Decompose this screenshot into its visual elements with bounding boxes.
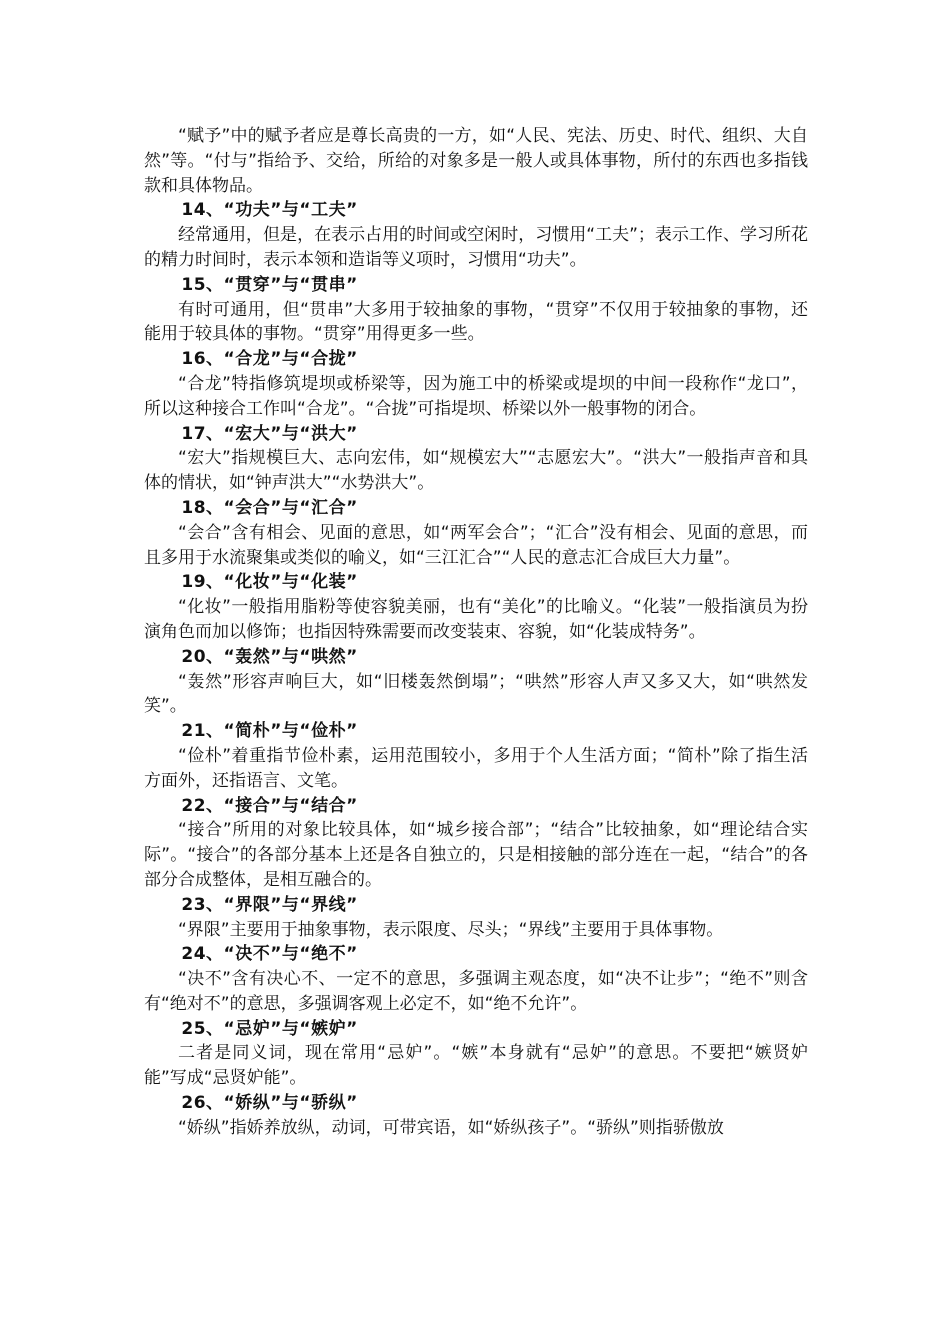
heading-17: 17、“宏大”与“洪大”	[181, 423, 358, 444]
paragraph-15: 有时可通用，但“贯串”大多用于较抽象的事物，“贯穿”不仅用于较抽象的事物，还能用于较具体的事物。“贯穿”用得更多一些。	[144, 299, 808, 345]
paragraph-24: “决不”含有决心不、一定不的意思，多强调主观态度，如“决不让步”；“绝不”则含有“绝对不”的意思，多强调客观上必定不，如“绝不允许”。	[144, 969, 808, 1014]
heading-16: 16、“合龙”与“合拢”	[181, 349, 358, 370]
paragraph-25: 二者是同义词，现在常用“忌妒”。“嫉”本身就有“忌妒”的意思。不要把“嫉贤妒能”写成“忌贤妒能”。	[144, 1043, 808, 1089]
paragraph-20: “轰然”形容声响巨大，如“旧楼轰然倒塌”；“哄然”形容人声又多又大，如“哄然发笑”。	[144, 671, 808, 717]
paragraph-26: “娇纵”指娇养放纵，动词，可带宾语，如“娇纵孩子”。“骄纵”则指骄傲放	[178, 1117, 724, 1138]
paragraph-17: “宏大”指规模巨大、志向宏伟，如“规模宏大”“志愿宏大”。“洪大”一般指声音和具体的情状，如“钟声洪大”“水势洪大”。	[144, 448, 808, 494]
paragraph-22: “接合”所用的对象比较具体，如“城乡接合部”；“结合”比较抽象，如“理论结合实际”。“接合”的各部分基本上还是各自独立的，只是相接触的部分连在一起，“结合”的各部分合成整体，是相互融合的。	[144, 820, 808, 890]
heading-22: 22、“接合”与“结合”	[181, 795, 358, 816]
heading-21: 21、“简朴”与“俭朴”	[181, 721, 358, 742]
heading-23: 23、“界限”与“界线”	[181, 894, 358, 915]
paragraph-19: “化妆”一般指用脂粉等使容貌美丽，也有“美化”的比喻义。“化装”一般指演员为扮演角色而加以修饰；也指因特殊需要而改变装束、容貌，如“化装成特务”。	[144, 597, 808, 642]
paragraph-fuyu-continued: “赋予”中的赋予者应是尊长高贵的一方，如“人民、宪法、历史、时代、组织、大自然”等。“付与”指给予、交给，所给的对象多是一般人或具体事物，所付的东西也多指钱款和具体物品。	[144, 126, 808, 196]
heading-26: 26、“娇纵”与“骄纵”	[181, 1093, 358, 1114]
heading-15: 15、“贯穿”与“贯串”	[181, 274, 358, 295]
heading-18: 18、“会合”与“汇合”	[181, 497, 358, 518]
heading-24: 24、“决不”与“绝不”	[181, 944, 358, 965]
heading-25: 25、“忌妒”与“嫉妒”	[181, 1018, 358, 1039]
paragraph-18: “会合”含有相会、见面的意思，如“两军会合”；“汇合”没有相会、见面的意思，而且多用于水流聚集或类似的喻义，如“三江汇合”“人民的意志汇合成巨大力量”。	[144, 522, 808, 568]
paragraph-16: “合龙”特指修筑堤坝或桥梁等，因为施工中的桥梁或堤坝的中间一段称作“龙口”，所以这种接合工作叫“合龙”。“合拢”可指堤坝、桥梁以外一般事物的闭合。	[144, 373, 808, 419]
paragraph-23: “界限”主要用于抽象事物，表示限度、尽头；“界线”主要用于具体事物。	[178, 919, 724, 940]
paragraph-14: 经常通用，但是，在表示占用的时间或空闲时，习惯用“工夫”；表示工作、学习所花的精力时间时，表示本领和造诣等义项时，习惯用“功夫”。	[144, 225, 808, 270]
heading-14: 14、“功夫”与“工夫”	[181, 200, 358, 221]
heading-19: 19、“化妆”与“化装”	[181, 572, 358, 593]
document-page	[144, 124, 808, 1141]
paragraph-21: “俭朴”着重指节俭朴素，运用范围较小，多用于个人生活方面；“简朴”除了指生活方面外，还指语言、文笔。	[144, 745, 808, 791]
heading-20: 20、“轰然”与“哄然”	[181, 646, 358, 667]
